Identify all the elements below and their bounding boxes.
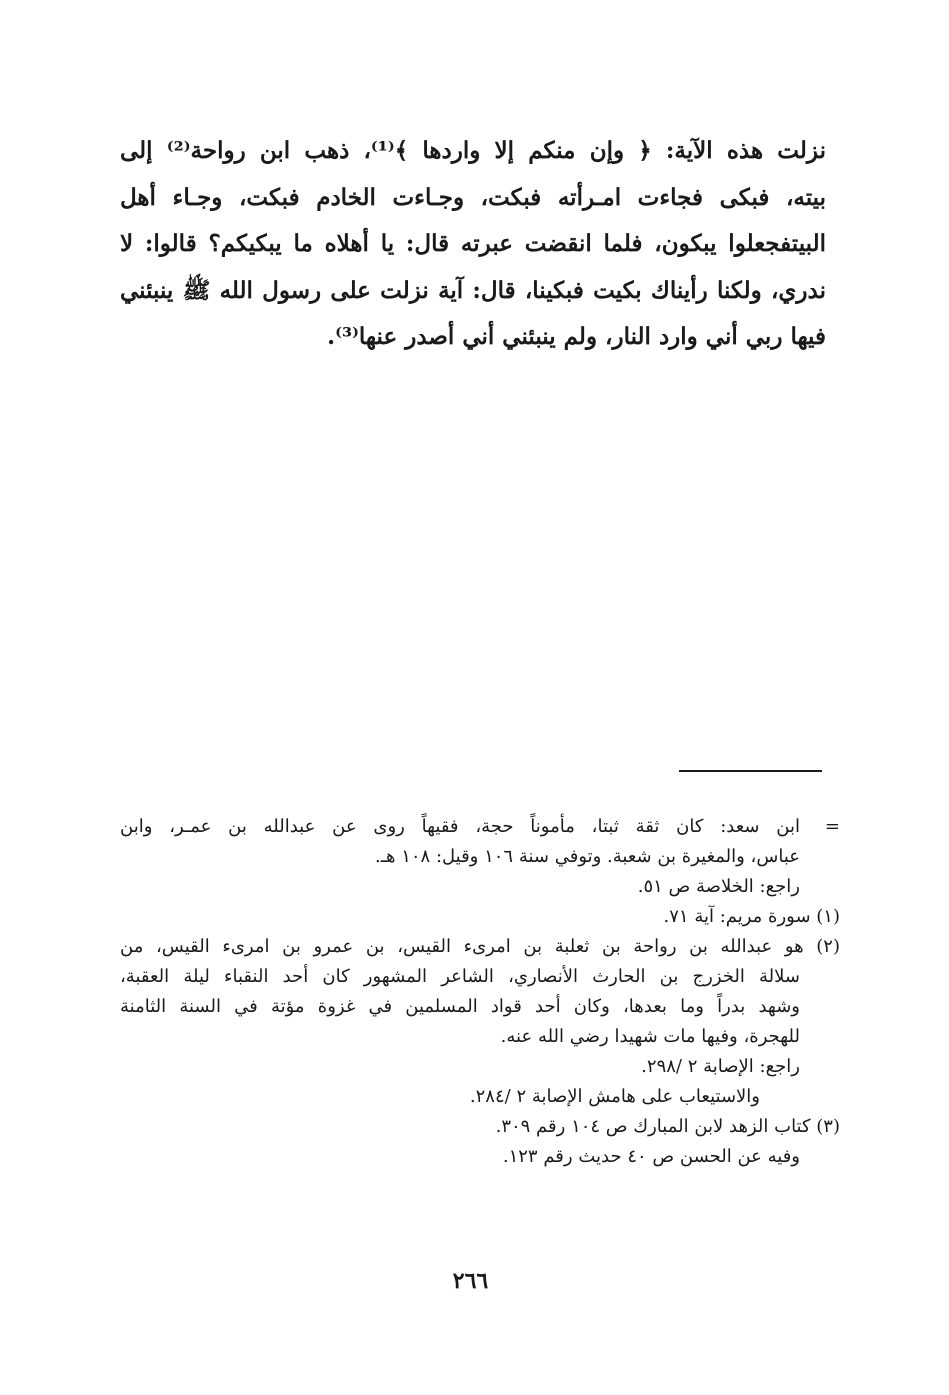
main-text (120, 128, 826, 361)
footnote-reference: راجع: الإصابة ٢ /٢٩٨. (641, 1056, 800, 1077)
page-number (0, 1268, 949, 1294)
footnote-reference: والاستيعاب على هامش الإصابة ٢ /٢٨٤. (469, 1086, 760, 1107)
main-text-line: البيتفجعلوا يبكون، فلما انقضت عبرته قال: يا أهلاه ما يبكيكم؟ قالوا: لا (120, 230, 826, 257)
footnote-line: عباس، والمغيرة بن شعبة. وتوفي سنة ١٠٦ وقيل: ١٠٨ هـ. (374, 846, 800, 867)
footnote-continuation (120, 812, 840, 902)
footnotes (120, 812, 840, 1172)
main-text-line: فيها ربي أني وارد النار، ولم ينبئني أني أصدر عنها⁽³⁾. (327, 323, 826, 350)
footnote-line: وفيه عن الحسن ص ٤٠ حديث رقم ١٢٣. (502, 1146, 800, 1167)
footnote-line: سلالة الخزرج بن الحارث الأنصاري، الشاعر المشهور كان أحد النقباء ليلة العقبة، (120, 966, 800, 987)
footnote-line: وشهد بدراً وما بعدها، وكان أحد قواد المسلمين في غزوة مؤتة في السنة الثامنة (120, 996, 800, 1017)
footnote-reference: راجع: الخلاصة ص ٥١. (637, 876, 800, 897)
main-text-line: بيته، فبكى فجاءت امـرأته فبكت، وجـاءت الخادم فبكت، وجـاء أهل (120, 183, 826, 211)
main-text-line: نزلت هذه الآية: ﴿ وإن منكم إلا واردها ﴾⁽¹⁾، ذهب ابن رواحة⁽²⁾ إلى (120, 137, 826, 164)
footnote-line: (٣) كتاب الزهد لابن المبارك ص ١٠٤ رقم ٣٠٩. (495, 1116, 840, 1137)
page-number-text: ٢٦٦ (452, 1268, 489, 1294)
main-text-line: ندري، ولكنا رأيناك بكيت فبكينا، قال: آية نزلت على رسول الله ﷺ ينبئني (120, 276, 826, 304)
continuation-marker: = (824, 816, 840, 837)
footnote-3 (120, 1112, 840, 1172)
footnote-line: ابن سعد: كان ثقة ثبتا، مأموناً حجة، فقيهاً روى عن عبدالله بن عمـر، وابن (120, 816, 800, 837)
footnote-1: (١) سورة مريم: آية ٧١. (663, 906, 840, 927)
footnote-2 (120, 932, 840, 1112)
footnote-divider (679, 770, 822, 772)
footnote-line: للهجرة، وفيها مات شهيدا رضي الله عنه. (500, 1026, 800, 1047)
footnote-line: (٢) هو عبدالله بن رواحة بن ثعلبة بن امرىء القيس، بن عمرو بن امرىء القيس، من (120, 936, 840, 957)
